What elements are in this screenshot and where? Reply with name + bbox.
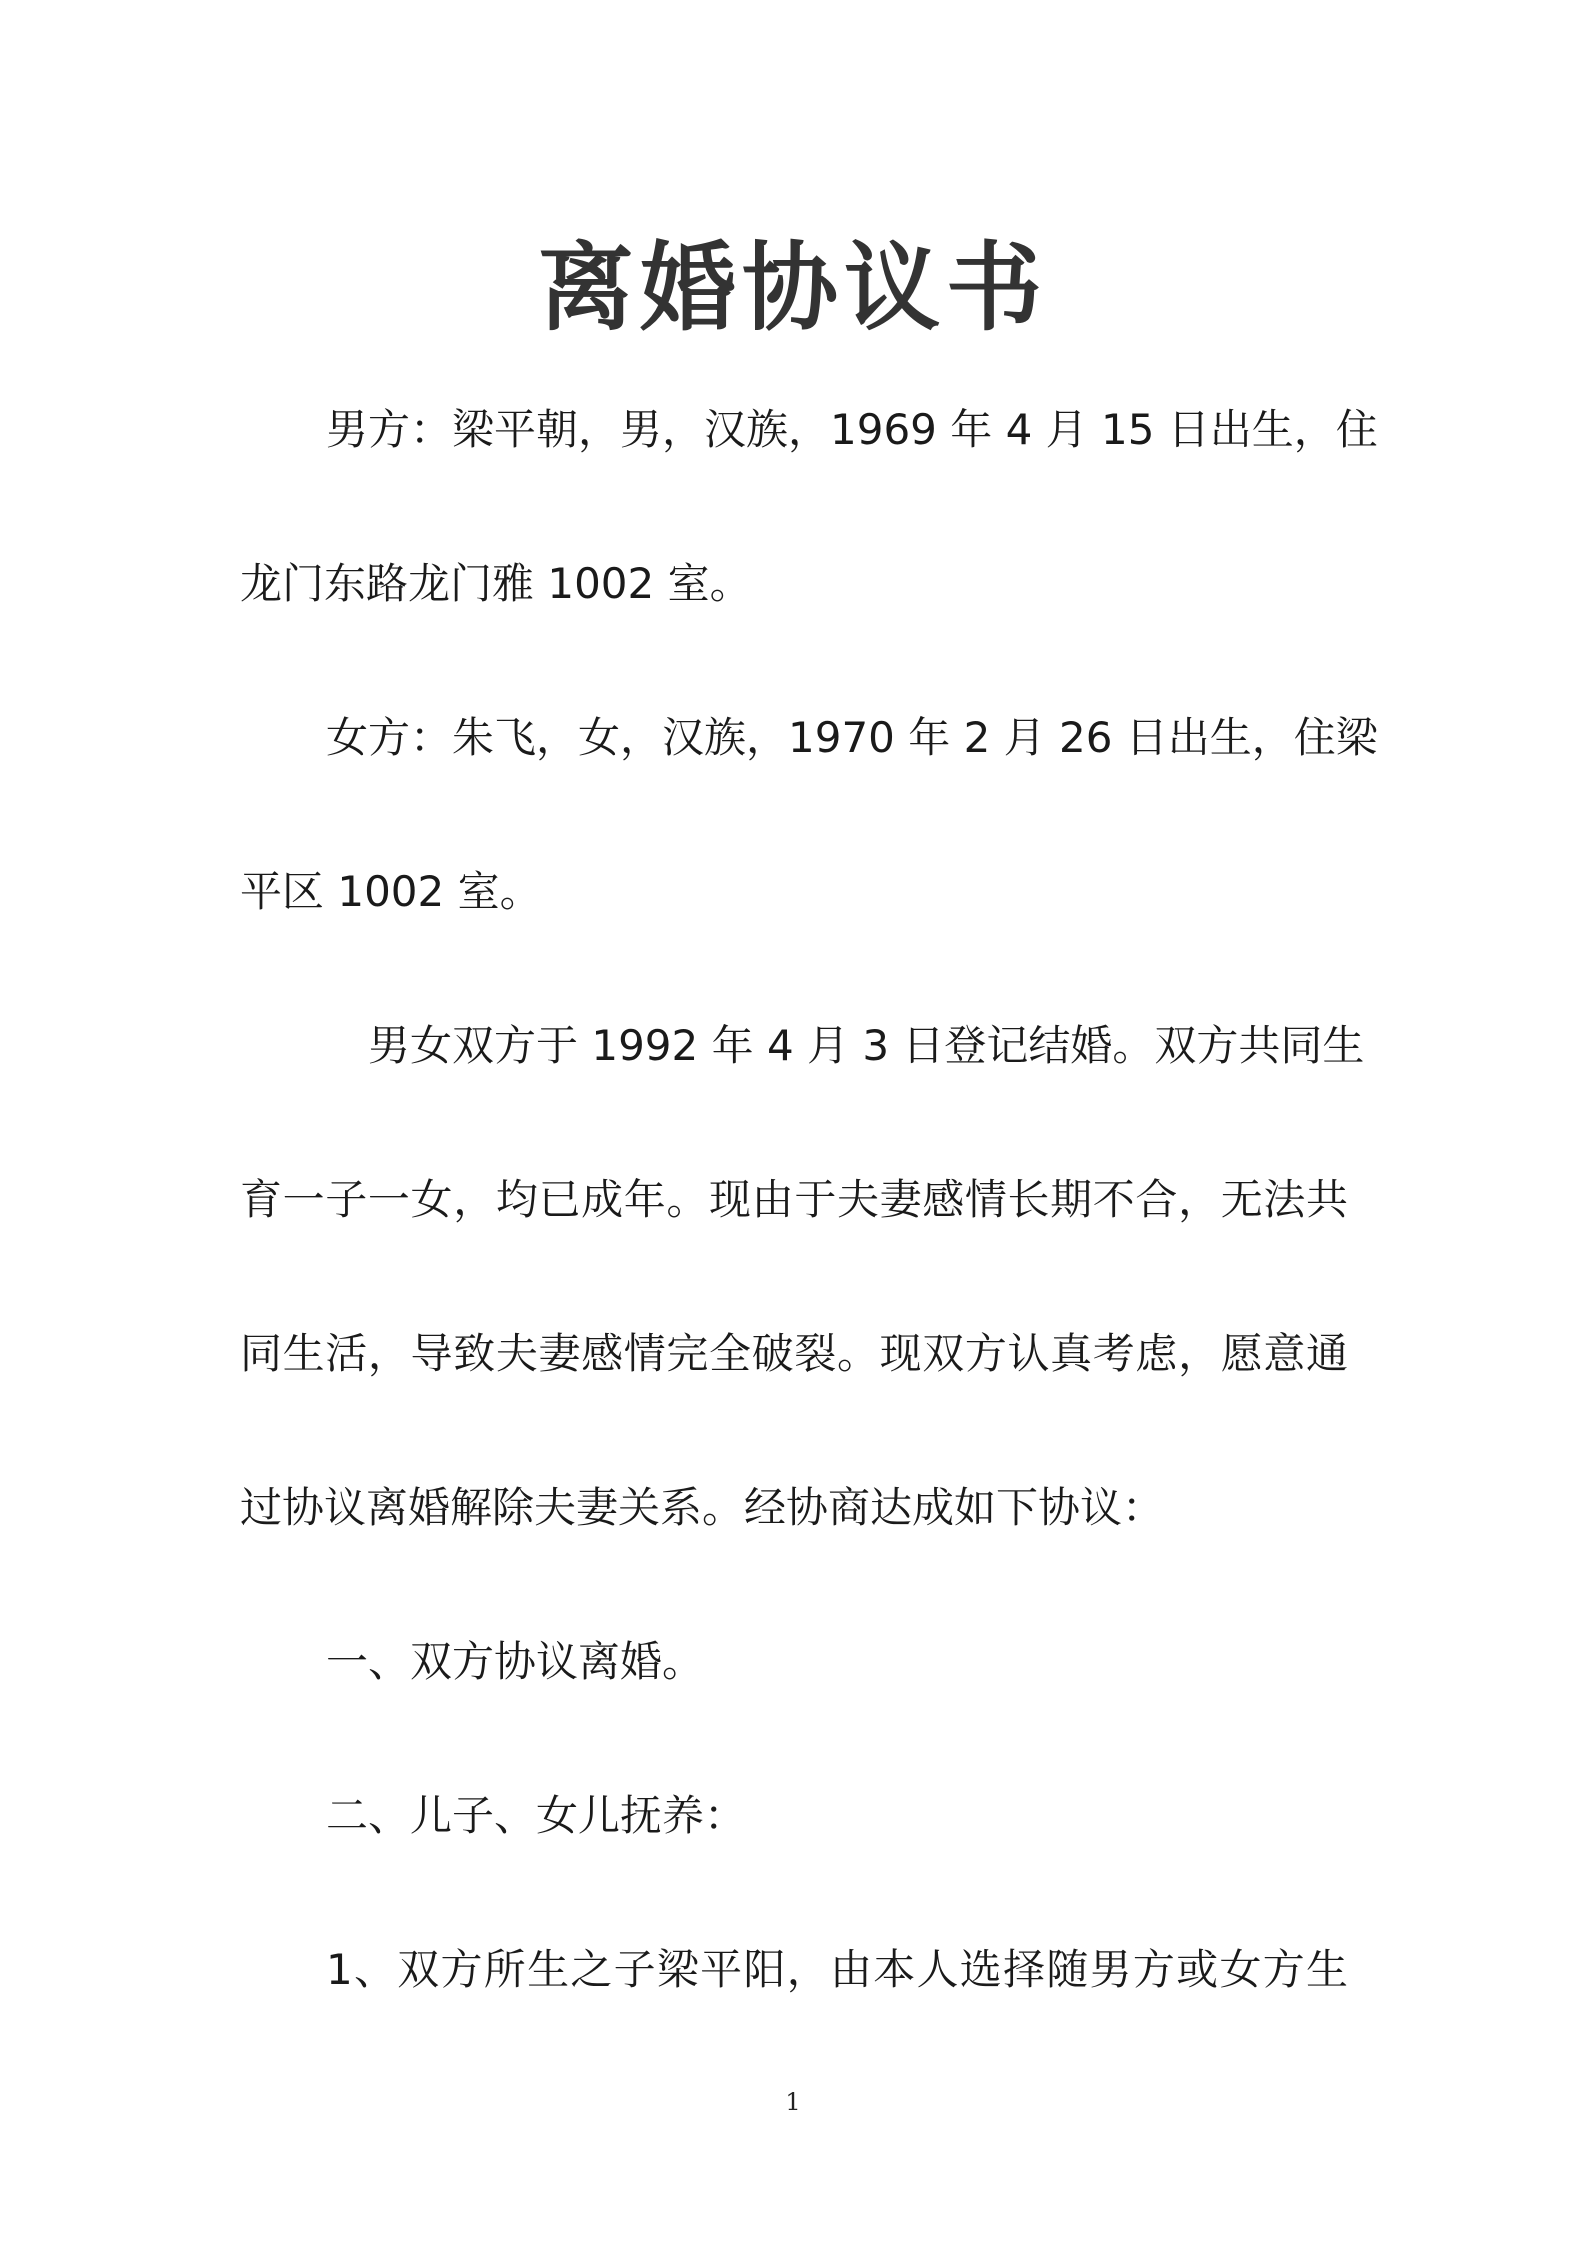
paragraph-line: 同生活，导致夫妻感情完全破裂。现双方认真考虑，愿意通 [240, 1329, 1348, 1378]
paragraph-line: 男方：梁平朝，男，汉族，1969 年 4 月 15 日出生，住 [326, 405, 1378, 454]
list-item: 1、双方所生之子梁平阳，由本人选择随男方或女方生 [326, 1945, 1348, 1994]
paragraph-line: 男女双方于 1992 年 4 月 3 日登记结婚。双方共同生 [368, 1021, 1365, 1070]
paragraph-line: 平区 1002 室。 [240, 867, 542, 916]
list-item: 一、双方协议离婚。 [326, 1637, 705, 1686]
page-number: 1 [785, 2088, 801, 2116]
document-title: 离婚协议书 [538, 232, 1048, 344]
paragraph-line: 过协议离婚解除夫妻关系。经协商达成如下协议： [240, 1483, 1165, 1532]
paragraph-line: 龙门东路龙门雅 1002 室。 [240, 559, 752, 608]
paragraph-line: 育一子一女，均已成年。现由于夫妻感情长期不合，无法共 [240, 1175, 1348, 1224]
list-item: 二、儿子、女儿抚养： [326, 1791, 747, 1840]
paragraph-line: 女方：朱飞，女，汉族，1970 年 2 月 26 日出生，住梁 [326, 713, 1378, 762]
